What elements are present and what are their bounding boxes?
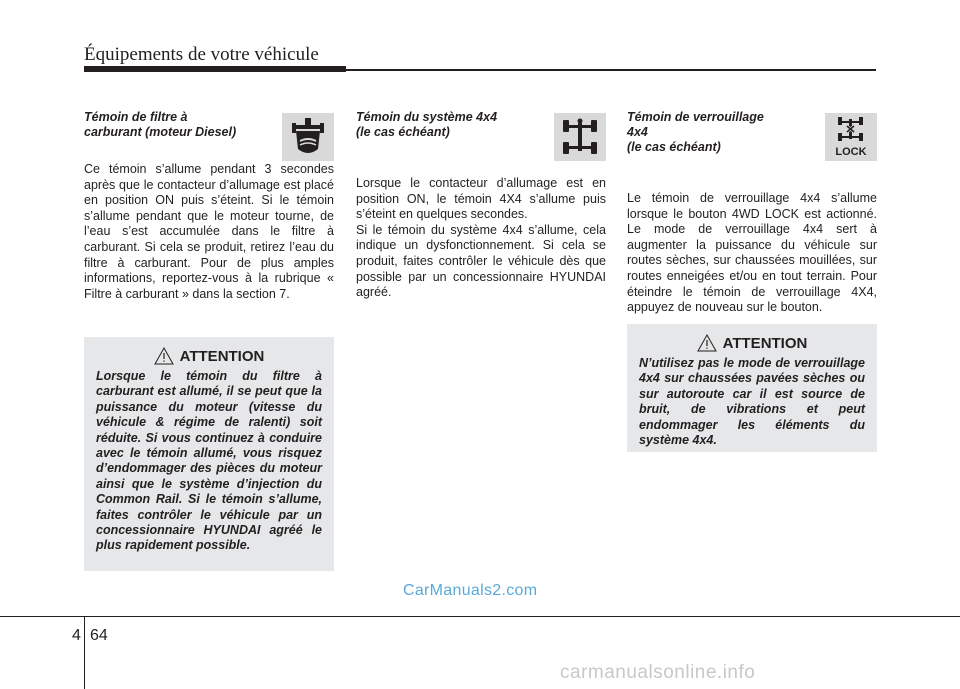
page-header-title: Équipements de votre véhicule — [84, 44, 319, 65]
section-body: Lorsque le contacteur d’allumage est en position ON, le témoin 4X4 s’allume puis s’éteint en quelques secondes. Si le témoin du système 4x4 s’allume, cela indique un dysfonctionnement. Si cela se produit, faites contrôler le véhicule dès que possible par un concessionnaire HYUNDAI agréé. — [356, 176, 606, 300]
attention-heading — [639, 334, 865, 352]
attention-box-4x4-lock — [627, 324, 877, 452]
attention-label: ATTENTION — [179, 347, 265, 365]
section-4x4-lock — [627, 110, 877, 316]
fuel-filter-icon — [282, 113, 334, 161]
footer-divider — [84, 616, 85, 689]
attention-text: N’utilisez pas le mode de verrouillage 4x4 sur chaussées pavées sèches ou sur autoroute car il est source de bruit, de vibrations et peut endommager les éléments du système 4x4. — [639, 356, 865, 448]
attention-box-fuel-filter — [84, 337, 334, 571]
page-number: 64 — [90, 627, 108, 644]
section-title: Témoin du système 4x4 (le cas échéant) — [356, 110, 498, 139]
section-body: Ce témoin s’allume pendant 3 secondes après que le contacteur d’allumage est placé en position ON puis s’éteint. Si le témoin s’allume pendant que le moteur tourne, de l’eau s’est accumulée dans le filtre à carburant. Si cela se produit, retirez l’eau du filtre à carburant. Pour de plus amples informations, reportez-vous à la rubrique « Filtre à carburant » dans la section 7. — [84, 162, 334, 301]
attention-label: ATTENTION — [722, 334, 808, 352]
attention-text: Lorsque le témoin du filtre à carburant est allumé, il se peut que la puissance du moteur (vitesse du véhicule & régime de ralenti) soit réduite. Si vous continuez à conduire avec le témoin allumé, vous risquez d’endommager des pièces du moteur ainsi que le système d’injection du Common Rail. Si le témoin s’allume, faites contrôler le véhicule par un concessionnaire HYUNDAI agréé le plus rapidement possible. — [96, 369, 322, 553]
section-fuel-filter — [84, 110, 334, 302]
header-rule-thin — [340, 69, 876, 71]
4x4-system-icon — [554, 113, 606, 161]
4x4-lock-icon — [825, 113, 877, 161]
warning-icon — [154, 347, 174, 365]
section-4x4-system — [356, 110, 606, 301]
warning-icon — [697, 334, 717, 352]
footer-rule — [0, 616, 960, 617]
header-rule-thick — [84, 66, 346, 72]
section-body: Le témoin de verrouillage 4x4 s’allume lorsque le bouton 4WD LOCK est actionné. Le mode de verrouillage 4x4 sert à augmenter la puissance du véhicule sur routes sèches, sur chaussées mouillées, sur routes enneigées et/ou en tout terrain. Pour éteindre le témoin de verrouillage 4X4, appuyez de nouveau sur le bouton. — [627, 191, 877, 315]
watermark-link[interactable]: CarManuals2.com — [403, 582, 538, 599]
attention-heading — [96, 347, 322, 365]
footer-watermark: carmanualsonline.info — [560, 662, 756, 683]
section-title: Témoin de filtre à carburant (moteur Diesel) — [84, 110, 237, 139]
section-title: Témoin de verrouillage 4x4 (le cas échéant) — [627, 110, 764, 154]
lock-label: LOCK — [835, 146, 867, 158]
chapter-number: 4 — [72, 627, 81, 644]
